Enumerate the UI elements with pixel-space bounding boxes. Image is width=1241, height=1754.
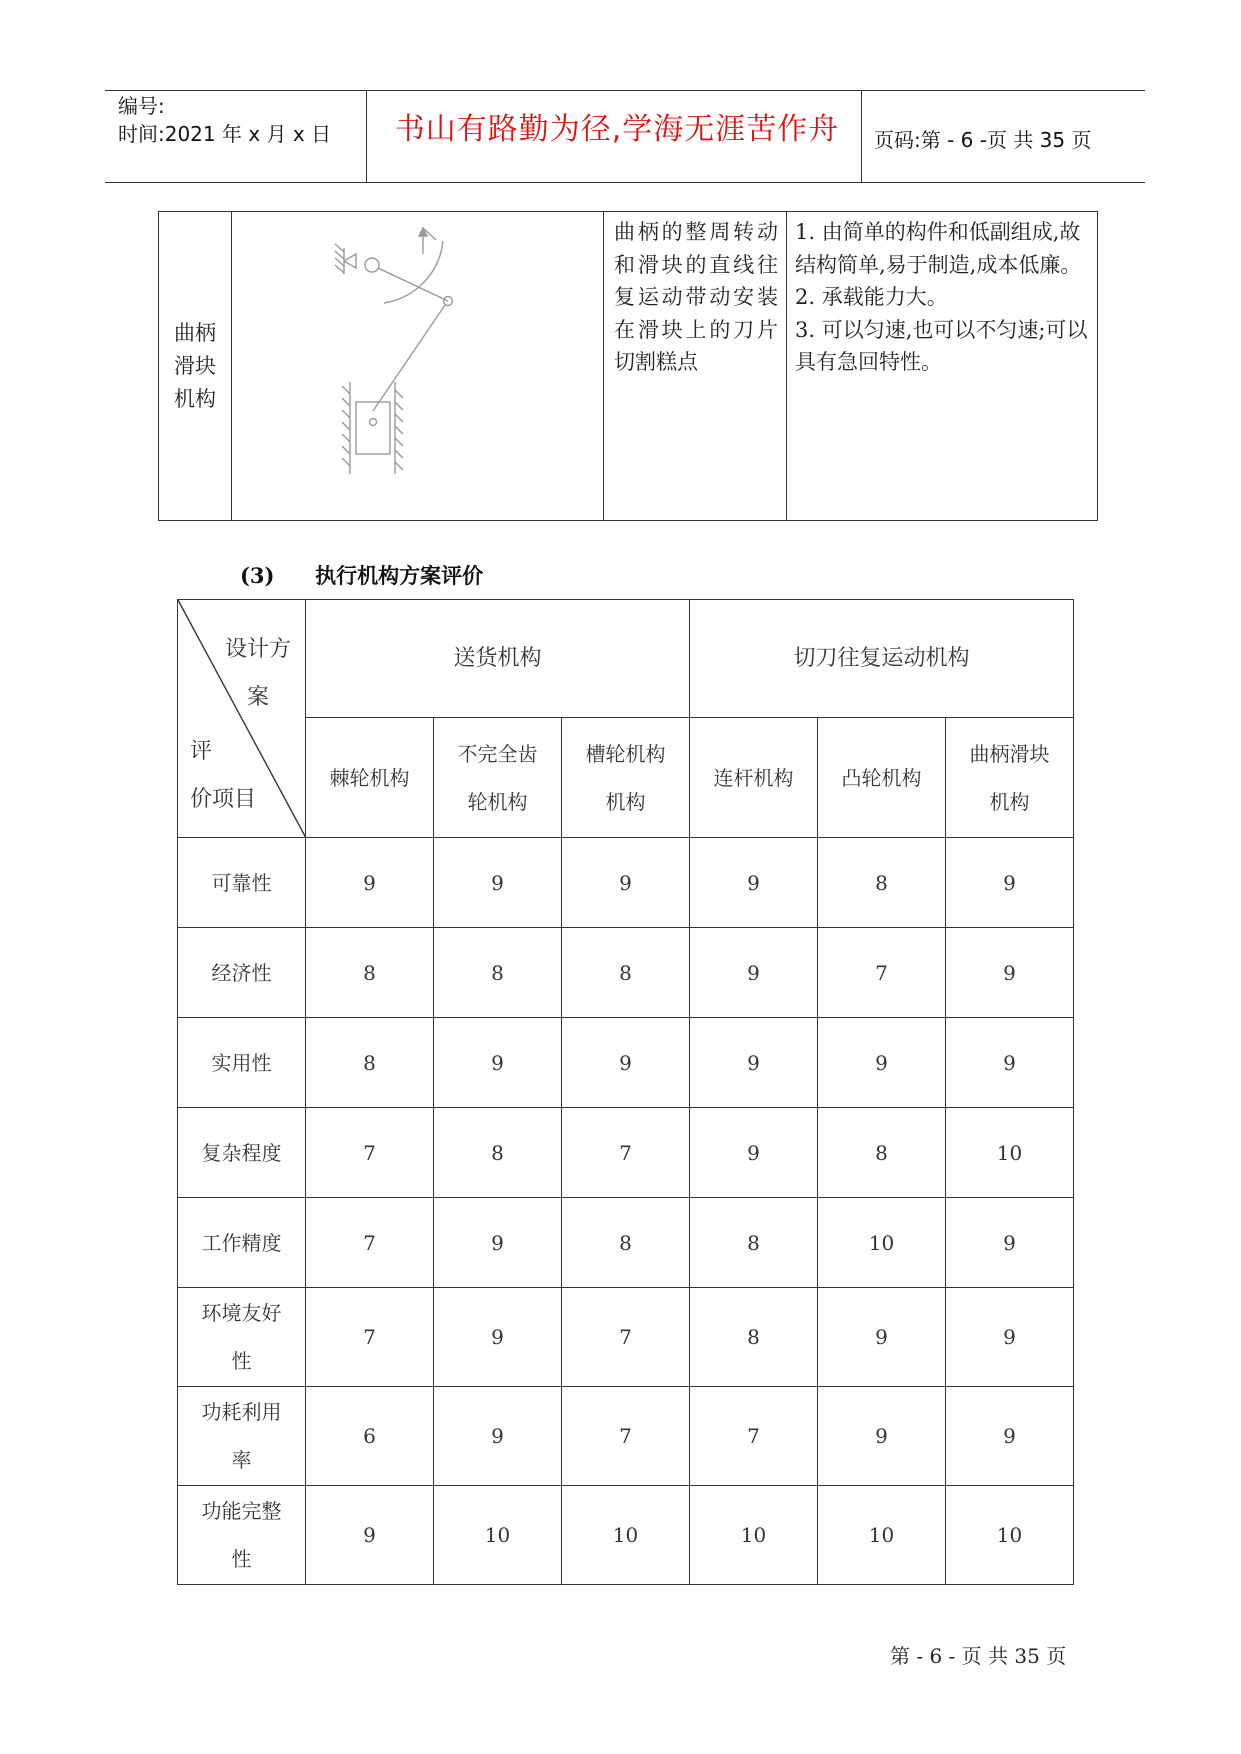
score-cell: 8 [690, 1288, 818, 1387]
score-cell: 8 [818, 1108, 946, 1198]
column-header-line: 连杆机构 [713, 765, 794, 790]
mechanism-table [158, 211, 1098, 521]
table-row [178, 1108, 1074, 1198]
score-cell: 9 [690, 1108, 818, 1198]
advantage-item: 2. 承载能力大。 [795, 285, 948, 309]
score-cell: 10 [562, 1486, 690, 1585]
header-bottom-rule [105, 182, 1145, 183]
score-cell: 7 [818, 928, 946, 1018]
column-header-line: 轮机构 [467, 789, 528, 814]
column-header [818, 718, 946, 838]
score-cell: 9 [818, 1387, 946, 1486]
table-row [178, 928, 1074, 1018]
score-cell: 9 [562, 838, 690, 928]
column-header-line: 机构 [989, 789, 1030, 814]
score-cell: 9 [946, 1198, 1074, 1288]
score-cell: 9 [690, 928, 818, 1018]
page-footer: 第 - 6 - 页 共 35 页 [890, 1644, 1067, 1668]
score-cell: 8 [562, 1198, 690, 1288]
score-cell: 8 [562, 928, 690, 1018]
score-cell: 9 [562, 1018, 690, 1108]
score-cell: 9 [946, 1387, 1074, 1486]
mechanism-name-line: 机构 [174, 386, 216, 411]
score-cell: 9 [946, 1018, 1074, 1108]
group-header-cutter: 切刀往复运动机构 [690, 600, 1074, 718]
time-label: 时间:2021 年 x 月 x 日 [118, 122, 332, 146]
column-header-line: 不完全齿 [457, 741, 538, 766]
corner-top-label [225, 626, 291, 722]
score-cell: 6 [306, 1387, 434, 1486]
group-header-row [178, 600, 1074, 718]
score-cell: 9 [818, 1288, 946, 1387]
score-cell: 9 [306, 838, 434, 928]
group-header-feeding: 送货机构 [306, 600, 690, 718]
mechanism-name-line: 滑块 [174, 353, 216, 378]
header-page-info: 页码:第 - 6 -页 共 35 页 [874, 128, 1092, 152]
row-label-line: 性 [231, 1547, 252, 1571]
mechanism-name [173, 317, 217, 416]
score-cell: 9 [946, 838, 1074, 928]
header-divider-left [366, 90, 367, 182]
table-row [178, 1387, 1074, 1486]
row-label-line: 功耗利用 [201, 1400, 282, 1424]
row-label-line: 性 [231, 1349, 252, 1373]
corner-top-line: 案 [246, 685, 269, 710]
table-row [178, 1018, 1074, 1108]
section-title: 执行机构方案评价 [315, 563, 484, 588]
serial-label: 编号: [118, 94, 165, 118]
score-cell: 8 [434, 928, 562, 1018]
score-cell: 7 [690, 1387, 818, 1486]
mechanism-name-line: 曲柄 [174, 320, 216, 345]
corner-bottom-line: 评 [190, 739, 213, 764]
row-label [178, 1387, 306, 1486]
header-meta [118, 92, 331, 148]
score-cell: 9 [690, 838, 818, 928]
score-cell: 9 [434, 1018, 562, 1108]
score-cell: 7 [306, 1288, 434, 1387]
table-row [178, 1198, 1074, 1288]
row-label: 经济性 [178, 928, 306, 1018]
mechanism-advantages-cell [787, 212, 1098, 521]
advantage-item: 1. 由简单的构件和低副组成,故结构简单,易于制造,成本低廉。 [795, 220, 1082, 277]
column-header [690, 718, 818, 838]
score-cell: 8 [818, 838, 946, 928]
score-cell: 9 [434, 1198, 562, 1288]
crank-slider-diagram [232, 212, 603, 516]
score-cell: 7 [562, 1108, 690, 1198]
score-cell: 10 [946, 1108, 1074, 1198]
score-cell: 10 [818, 1198, 946, 1288]
score-cell: 10 [434, 1486, 562, 1585]
score-cell: 8 [434, 1108, 562, 1198]
score-cell: 7 [562, 1387, 690, 1486]
column-header-line: 棘轮机构 [329, 765, 410, 790]
column-header-row [178, 718, 1074, 838]
row-label: 复杂程度 [178, 1108, 306, 1198]
row-label: 实用性 [178, 1018, 306, 1108]
section-number: (3) [240, 563, 275, 588]
score-cell: 10 [946, 1486, 1074, 1585]
table-row [178, 838, 1074, 928]
column-header [306, 718, 434, 838]
score-cell: 9 [434, 838, 562, 928]
column-header-line: 槽轮机构 [585, 741, 666, 766]
score-cell: 9 [690, 1018, 818, 1108]
column-header [434, 718, 562, 838]
corner-bottom-label [190, 728, 256, 824]
row-label [178, 1288, 306, 1387]
table-row [178, 1486, 1074, 1585]
mechanism-drawing-cell [232, 212, 604, 521]
score-cell: 8 [306, 1018, 434, 1108]
score-cell: 9 [946, 1288, 1074, 1387]
corner-cell [178, 600, 306, 838]
evaluation-table [177, 599, 1074, 1585]
row-label-line: 功能完整 [201, 1499, 282, 1523]
column-header [946, 718, 1074, 838]
advantage-item: 3. 可以匀速,也可以不匀速;可以具有急回特性。 [795, 317, 1088, 374]
header-top-rule [105, 90, 1145, 91]
row-label: 可靠性 [178, 838, 306, 928]
mechanism-name-cell [159, 212, 232, 521]
column-header-line: 机构 [605, 789, 646, 814]
column-header-line: 曲柄滑块 [969, 741, 1050, 766]
score-cell: 7 [306, 1198, 434, 1288]
score-cell: 9 [818, 1018, 946, 1108]
column-header-line: 凸轮机构 [841, 765, 922, 790]
corner-top-line: 设计方 [224, 637, 291, 662]
row-label-line: 率 [231, 1448, 252, 1472]
section-heading [240, 560, 483, 590]
score-cell: 9 [434, 1288, 562, 1387]
row-label-line: 环境友好 [201, 1301, 282, 1325]
score-cell: 8 [690, 1198, 818, 1288]
score-cell: 7 [562, 1288, 690, 1387]
score-cell: 7 [306, 1108, 434, 1198]
score-cell: 9 [434, 1387, 562, 1486]
column-header [562, 718, 690, 838]
row-label [178, 1486, 306, 1585]
header-motto: 书山有路勤为径,学海无涯苦作舟 [394, 112, 840, 147]
score-cell: 9 [306, 1486, 434, 1585]
table-row [178, 1288, 1074, 1387]
score-cell: 10 [818, 1486, 946, 1585]
score-cell: 9 [946, 928, 1074, 1018]
score-cell: 8 [306, 928, 434, 1018]
corner-bottom-line: 价项目 [190, 787, 257, 812]
mechanism-row [159, 212, 1098, 521]
score-cell: 10 [690, 1486, 818, 1585]
mechanism-function-cell: 曲柄的整周转动和滑块的直线往复运动带动安装在滑块上的刀片切割糕点 [604, 212, 787, 521]
row-label: 工作精度 [178, 1198, 306, 1288]
